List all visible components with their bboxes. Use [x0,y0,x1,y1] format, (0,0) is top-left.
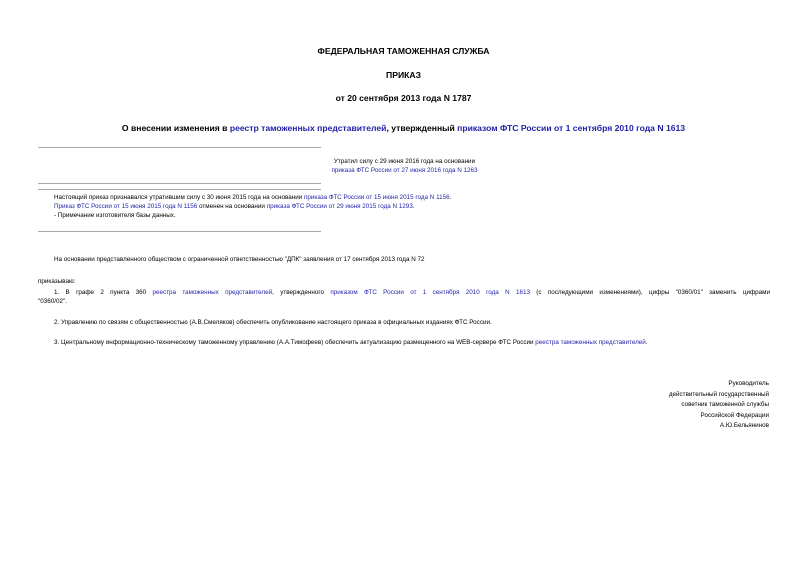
title-link-order-1613[interactable]: приказом ФТС России от 1 сентября 2010 года N 1613 [457,123,686,133]
editor-note-link-1293[interactable]: приказа ФТС России от 29 июня 2015 года N 1293 [266,203,413,210]
signature-title: Руководитель [728,380,769,387]
status-note-link[interactable]: приказа ФТС России от 27 июня 2016 года N 1263 [331,167,478,174]
divider [38,183,321,184]
divider [38,147,321,148]
item-1-text: (с последующими изменениями), цифры "0360/01" заменить цифрами [529,289,770,296]
punctuation: . [645,339,648,346]
status-note-line: Утратил силу с 29 июня 2016 года на основании [333,158,476,165]
document-type: ПРИКАЗ [386,70,421,80]
document-title [0,123,807,133]
item-1 [38,288,770,306]
document-date: от 20 сентября 2013 года N 1787 [335,93,472,103]
editor-note-link-1156-alt[interactable]: Приказ ФТС России от 15 июня 2015 года N 1156 [54,203,198,210]
punctuation: . [412,203,415,210]
title-text-1: О внесении изменения в [121,123,230,133]
signature-rank: советник таможенной службы [681,401,769,409]
title-link-registry[interactable]: реестр таможенных представителей [229,123,387,133]
basis-paragraph: На основании представленного обществом с ограниченной ответственностью "ДПК" заявления от 17 сентября 2013 года N 72 [54,256,425,263]
item-3 [54,338,774,347]
punctuation: . [449,194,452,201]
item-1-line2: "0360/02". [38,298,67,305]
item-1-link-order-1613[interactable]: приказом ФТС России от 1 сентября 2010 года N 1613 [330,289,530,296]
signature-rank: действительный государственный [668,390,769,398]
item-1-text: 1. В графе 2 пункта 360 [54,289,153,296]
item-1-text: , утвержденного [272,289,331,296]
item-2: 2. Управлению по связям с общественностью (А.В.Смеляков) обеспечить опубликование настоящего приказа в официальных изданиях ФТС России. [54,319,492,326]
divider [38,231,321,232]
divider [38,189,321,190]
status-note [322,157,487,175]
item-3-text: 3. Центральному информационно-техническому таможенному управлению (А.А.Тимофеев) обеспечить актуализацию размещенного на WEB-сервере ФТС России [54,339,536,346]
item-3-link-registry[interactable]: реестра таможенных представителей [535,339,646,346]
editor-note [54,193,774,220]
editor-note-link-1156[interactable]: приказа ФТС России от 15 июня 2015 года N 1156 [304,194,450,201]
order-word: приказываю: [38,278,76,285]
editor-note-text: отменен на основании [197,203,267,210]
editor-note-footer: - Примечание изготовителя базы данных. [54,212,176,219]
agency-name: ФЕДЕРАЛЬНАЯ ТАМОЖЕННАЯ СЛУЖБА [317,46,490,56]
signature-country: Российской Федерации [700,411,769,419]
item-1-link-registry[interactable]: реестра таможенных представителей [152,289,273,296]
signature-name: А.Ю.Бельянинов [719,422,769,430]
editor-note-text: Настоящий приказ признавался утратившим силу с 30 июня 2015 года на основании [54,194,304,201]
signature-block [669,379,769,432]
title-text-2: , утвержденный [386,123,458,133]
